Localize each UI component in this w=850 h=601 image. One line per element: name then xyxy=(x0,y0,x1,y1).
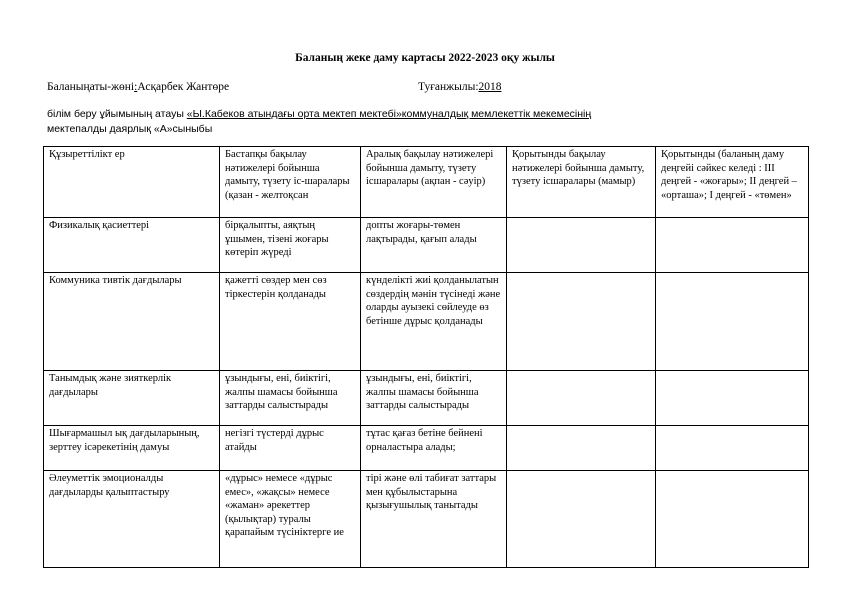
row-result xyxy=(656,426,809,471)
row-initial: негізгі түстерді дұрыс атайды xyxy=(220,426,361,471)
organization-line xyxy=(47,107,747,122)
row-intermediate: допты жоғары-төмен лақтырады, қағып алады xyxy=(361,218,507,273)
organization-block xyxy=(47,107,747,137)
header-result: Қорытынды (баланың даму деңгейі сәйкес келеді : III деңгей - «жоғары»; II деңгей – «орташа»; I деңгей - «төмен» xyxy=(656,147,809,218)
row-result xyxy=(656,218,809,273)
row-competency: Танымдық және зияткерлік дағдылары xyxy=(44,371,220,426)
child-name-separator: : xyxy=(134,81,138,93)
row-competency: Коммуника тивтік дағдылары xyxy=(44,273,220,371)
table-header-row xyxy=(44,147,809,218)
row-intermediate: тірі және өлі табиғат заттары мен құбылыстарына қызығушылық танытады xyxy=(361,471,507,568)
row-final xyxy=(507,273,656,371)
row-initial: бірқалыпты, аяқтың ұшымен, тізені жоғары көтеріп жүреді xyxy=(220,218,361,273)
row-final xyxy=(507,471,656,568)
row-intermediate: тұтас қағаз бетіне бейнені орналастыра алады; xyxy=(361,426,507,471)
row-initial: қажетті сөздер мен сөз тіркестерін қолданады xyxy=(220,273,361,371)
header-final: Қорытынды бақылау нәтижелері бойынша дамыту, түзету ісшаралары (мамыр) xyxy=(507,147,656,218)
document-title: Баланың жеке даму картасы 2022-2023 оқу жылы xyxy=(295,52,555,64)
child-name-value: Асқарбек Жантөре xyxy=(137,81,230,93)
birth-year-label: Туғанжылы: xyxy=(418,81,479,93)
row-result xyxy=(656,471,809,568)
table-row xyxy=(44,426,809,471)
row-competency: Физикалық қасиеттері xyxy=(44,218,220,273)
table-row xyxy=(44,218,809,273)
row-result xyxy=(656,273,809,371)
table-row xyxy=(44,371,809,426)
child-name-line xyxy=(47,81,229,93)
row-final xyxy=(507,426,656,471)
row-intermediate: ұзындығы, ені, биіктігі, жалпы шамасы бойынша заттарды салыстырады xyxy=(361,371,507,426)
organization-prefix: білім беру ұйымының атауы xyxy=(47,108,187,120)
row-competency: Шығармашыл ық дағдыларының, зерттеу ісәрекетінің дамуы xyxy=(44,426,220,471)
organization-name: «Ы.Кабеков атындағы орта мектеп мектебі»коммуналдық мемлекеттік мекемесінің xyxy=(186,108,592,120)
group-name: мектепалды даярлық «А»сыныбы xyxy=(47,123,213,135)
child-name-label: Баланыңаты-жөні xyxy=(47,81,135,93)
row-final xyxy=(507,371,656,426)
row-result xyxy=(656,371,809,426)
row-competency: Әлеуметтік эмоционалды дағдыларды қалыптастыру xyxy=(44,471,220,568)
header-intermediate: Аралық бақылау нәтижелері бойынша дамыту, түзету ісшаралары (ақпан - сәуір) xyxy=(361,147,507,218)
row-intermediate: күнделікті жиі қолданылатын сөздердің мәнін түсінеді және оларды ауызекі сөйлеуде өз бетінше дұрыс қолданады xyxy=(361,273,507,371)
birth-year-line xyxy=(418,81,502,93)
table-row xyxy=(44,273,809,371)
header-initial: Бастапқы бақылау нәтижелері бойынша дамыту, түзету іс-шаралары (қазан - желтоқсан xyxy=(220,147,361,218)
table-row xyxy=(44,471,809,568)
birth-year-value: 2018 xyxy=(478,81,502,93)
row-initial: ұзындығы, ені, биіктігі, жалпы шамасы бойынша заттарды салыстырады xyxy=(220,371,361,426)
row-final xyxy=(507,218,656,273)
row-initial: «дұрыс» немесе «дұрыс емес», «жақсы» немесе «жаман» әрекеттер (қылықтар) туралы қарапайым түсініктерге ие xyxy=(220,471,361,568)
header-competency: Құзыреттілікт ер xyxy=(44,147,220,218)
development-map-table xyxy=(43,146,809,568)
